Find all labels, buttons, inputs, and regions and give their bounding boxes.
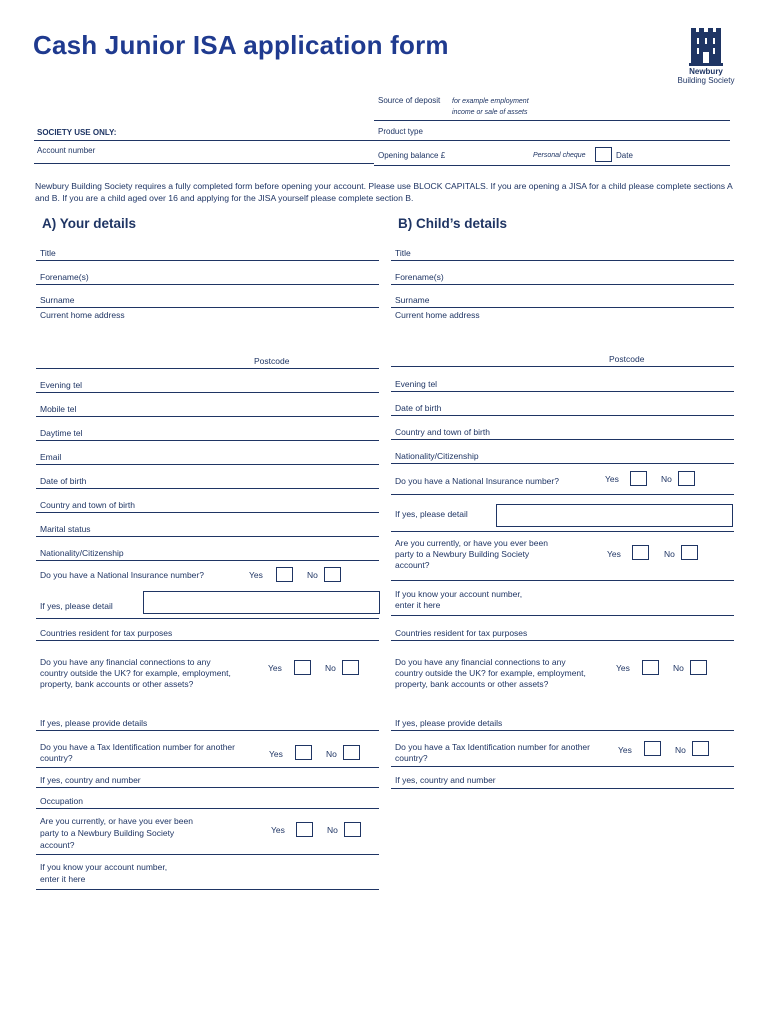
b-tax-countries-field[interactable] xyxy=(391,640,734,641)
logo-line2: Building Society xyxy=(677,76,735,85)
a-mobile-tel-field[interactable] xyxy=(36,416,379,417)
a-tin-no-checkbox[interactable] xyxy=(343,745,360,760)
divider xyxy=(391,580,734,581)
a-birthplace-field[interactable] xyxy=(36,512,379,513)
b-title-field[interactable] xyxy=(391,260,734,261)
b-nationality-field[interactable] xyxy=(391,463,734,464)
b-tin-yes-label: Yes xyxy=(618,745,632,755)
a-forename-label: Forename(s) xyxy=(40,272,89,282)
a-surname-label: Surname xyxy=(40,295,75,305)
form-title: Cash Junior ISA application form xyxy=(33,30,449,60)
b-fin-question: Do you have any financial connections to any country outside the UK? for example, employment, property, bank accounts or other assets? xyxy=(395,657,586,689)
account-number-line[interactable] xyxy=(34,163,374,164)
section-b-heading: B) Child’s details xyxy=(398,216,508,231)
b-tax-countries-label: Countries resident for tax purposes xyxy=(395,628,528,638)
a-ni-no-label: No xyxy=(307,570,318,580)
a-tin-yes-checkbox[interactable] xyxy=(295,745,312,760)
b-birthplace-label: Country and town of birth xyxy=(395,427,490,437)
b-nationality-label: Nationality/Citizenship xyxy=(395,451,479,461)
a-party-yes-checkbox[interactable] xyxy=(296,822,313,837)
b-forename-label: Forename(s) xyxy=(395,272,444,282)
divider xyxy=(391,766,734,767)
b-party-no-checkbox[interactable] xyxy=(681,545,698,560)
a-tin-yes-label: Yes xyxy=(269,749,283,759)
a-tin-question: Do you have a Tax Identification number for another country? xyxy=(40,742,235,763)
b-tin-yes-checkbox[interactable] xyxy=(644,741,661,756)
b-fin-no-label: No xyxy=(673,663,684,673)
a-address-label: Current home address xyxy=(40,310,125,320)
a-address-field[interactable] xyxy=(36,368,379,369)
section-a-heading: A) Your details xyxy=(42,216,137,231)
a-fin-no-checkbox[interactable] xyxy=(342,660,359,675)
b-surname-field[interactable] xyxy=(391,307,734,308)
a-occupation-label: Occupation xyxy=(40,796,83,806)
b-ni-no-checkbox[interactable] xyxy=(678,471,695,486)
b-ni-detail-label: If yes, please detail xyxy=(395,509,468,519)
b-address-label: Current home address xyxy=(395,310,480,320)
a-fin-question: Do you have any financial connections to any country outside the UK? for example, employment, property, bank accounts or other assets? xyxy=(40,657,231,689)
a-tin-no-label: No xyxy=(326,749,337,759)
b-evening-tel-label: Evening tel xyxy=(395,379,438,389)
a-party-question: Are you currently, or have you ever been party to a Newbury Building Society account? xyxy=(40,816,193,850)
account-number-label: Account number xyxy=(37,146,96,155)
divider xyxy=(34,140,374,141)
a-fin-no-label: No xyxy=(325,663,336,673)
opening-balance-line[interactable] xyxy=(374,165,730,166)
a-party-no-label: No xyxy=(327,825,338,835)
a-forename-field[interactable] xyxy=(36,284,379,285)
b-party-yes-checkbox[interactable] xyxy=(632,545,649,560)
b-fin-details-field[interactable] xyxy=(391,730,734,731)
a-evening-tel-field[interactable] xyxy=(36,392,379,393)
divider xyxy=(36,618,379,619)
b-ni-question: Do you have a National Insurance number? xyxy=(395,476,559,486)
a-ni-detail-label: If yes, please detail xyxy=(40,601,113,611)
a-fin-yes-checkbox[interactable] xyxy=(294,660,311,675)
a-email-field[interactable] xyxy=(36,464,379,465)
b-fin-details-label: If yes, please provide details xyxy=(395,718,503,728)
intro-text: Newbury Building Society requires a fully completed form before opening your account. Please use BLOCK CAPITALS. If you are opening a JISA for a child please complete sections A and B. If you are a child aged over 16 and applying for the JISA yourself please complete section B. xyxy=(35,181,733,203)
b-party-question: Are you currently, or have you ever been party to a Newbury Building Society account? xyxy=(395,538,548,570)
a-fin-details-label: If yes, please provide details xyxy=(40,718,148,728)
b-fin-yes-label: Yes xyxy=(616,663,630,673)
personal-cheque-checkbox[interactable] xyxy=(595,147,612,162)
a-title-label: Title xyxy=(40,248,56,258)
a-marital-label: Marital status xyxy=(40,524,91,534)
b-title-label: Title xyxy=(395,248,411,258)
b-birthplace-field[interactable] xyxy=(391,439,734,440)
divider xyxy=(391,531,734,532)
a-account-known-label: If you know your account number, enter it here xyxy=(40,862,168,884)
a-ni-no-checkbox[interactable] xyxy=(324,567,341,582)
a-dob-label: Date of birth xyxy=(40,476,87,486)
personal-cheque-label: Personal cheque xyxy=(533,152,586,159)
castle-icon xyxy=(689,26,723,66)
divider xyxy=(36,767,379,768)
b-tin-no-checkbox[interactable] xyxy=(692,741,709,756)
b-party-no-label: No xyxy=(664,549,675,559)
a-party-yes-label: Yes xyxy=(271,825,285,835)
product-type-label: Product type xyxy=(378,127,423,136)
divider xyxy=(36,854,379,855)
a-ni-yes-checkbox[interactable] xyxy=(276,567,293,582)
a-daytime-tel-field[interactable] xyxy=(36,440,379,441)
b-forename-field[interactable] xyxy=(391,284,734,285)
b-fin-no-checkbox[interactable] xyxy=(690,660,707,675)
source-line[interactable] xyxy=(374,120,730,121)
b-surname-label: Surname xyxy=(395,295,430,305)
a-dob-field[interactable] xyxy=(36,488,379,489)
b-dob-field[interactable] xyxy=(391,415,734,416)
divider xyxy=(391,494,734,495)
a-ni-yes-label: Yes xyxy=(249,570,263,580)
a-evening-tel-label: Evening tel xyxy=(40,380,83,390)
newbury-logo xyxy=(672,26,740,85)
b-ni-detail-input[interactable] xyxy=(496,504,733,527)
b-party-yes-label: Yes xyxy=(607,549,621,559)
b-dob-label: Date of birth xyxy=(395,403,442,413)
b-postcode-label: Postcode xyxy=(609,354,645,364)
a-ni-question: Do you have a National Insurance number? xyxy=(40,570,204,580)
a-account-known-field[interactable] xyxy=(36,889,379,890)
a-ni-detail-input[interactable] xyxy=(143,591,380,614)
product-type-line[interactable] xyxy=(374,140,730,141)
source-hint: for example employment income or sale of assets xyxy=(452,98,529,116)
b-tin-question: Do you have a Tax Identification number for another country? xyxy=(395,742,590,763)
b-account-known-label: If you know your account number, enter it here xyxy=(395,589,523,610)
society-use-label: SOCIETY USE ONLY: xyxy=(37,128,117,137)
a-tax-countries-label: Countries resident for tax purposes xyxy=(40,628,173,638)
a-email-label: Email xyxy=(40,452,62,462)
date-label: Date xyxy=(616,151,633,160)
a-birthplace-label: Country and town of birth xyxy=(40,500,135,510)
a-tin-detail-field[interactable] xyxy=(36,787,379,788)
logo-line1: Newbury xyxy=(689,67,723,76)
a-nationality-field[interactable] xyxy=(36,560,379,561)
b-fin-yes-checkbox[interactable] xyxy=(642,660,659,675)
a-surname-field[interactable] xyxy=(36,307,379,308)
b-tin-detail-label: If yes, country and number xyxy=(395,775,496,785)
a-party-no-checkbox[interactable] xyxy=(344,822,361,837)
opening-balance-label: Opening balance £ xyxy=(378,151,446,160)
b-address-field[interactable] xyxy=(391,366,734,367)
b-ni-yes-label: Yes xyxy=(605,474,619,484)
b-ni-no-label: No xyxy=(661,474,672,484)
a-tax-countries-field[interactable] xyxy=(36,640,379,641)
a-fin-details-field[interactable] xyxy=(36,730,379,731)
b-tin-no-label: No xyxy=(675,745,686,755)
source-of-deposit-label: Source of deposit xyxy=(378,96,441,105)
b-tin-detail-field[interactable] xyxy=(391,788,734,789)
a-fin-yes-label: Yes xyxy=(268,663,282,673)
b-account-known-field[interactable] xyxy=(391,615,734,616)
a-mobile-tel-label: Mobile tel xyxy=(40,404,77,414)
a-title-field[interactable] xyxy=(36,260,379,261)
a-occupation-field[interactable] xyxy=(36,808,379,809)
a-marital-field[interactable] xyxy=(36,536,379,537)
b-ni-yes-checkbox[interactable] xyxy=(630,471,647,486)
a-nationality-label: Nationality/Citizenship xyxy=(40,548,124,558)
a-tin-detail-label: If yes, country and number xyxy=(40,775,141,785)
b-evening-tel-field[interactable] xyxy=(391,391,734,392)
a-daytime-tel-label: Daytime tel xyxy=(40,428,83,438)
a-postcode-label: Postcode xyxy=(254,356,290,366)
